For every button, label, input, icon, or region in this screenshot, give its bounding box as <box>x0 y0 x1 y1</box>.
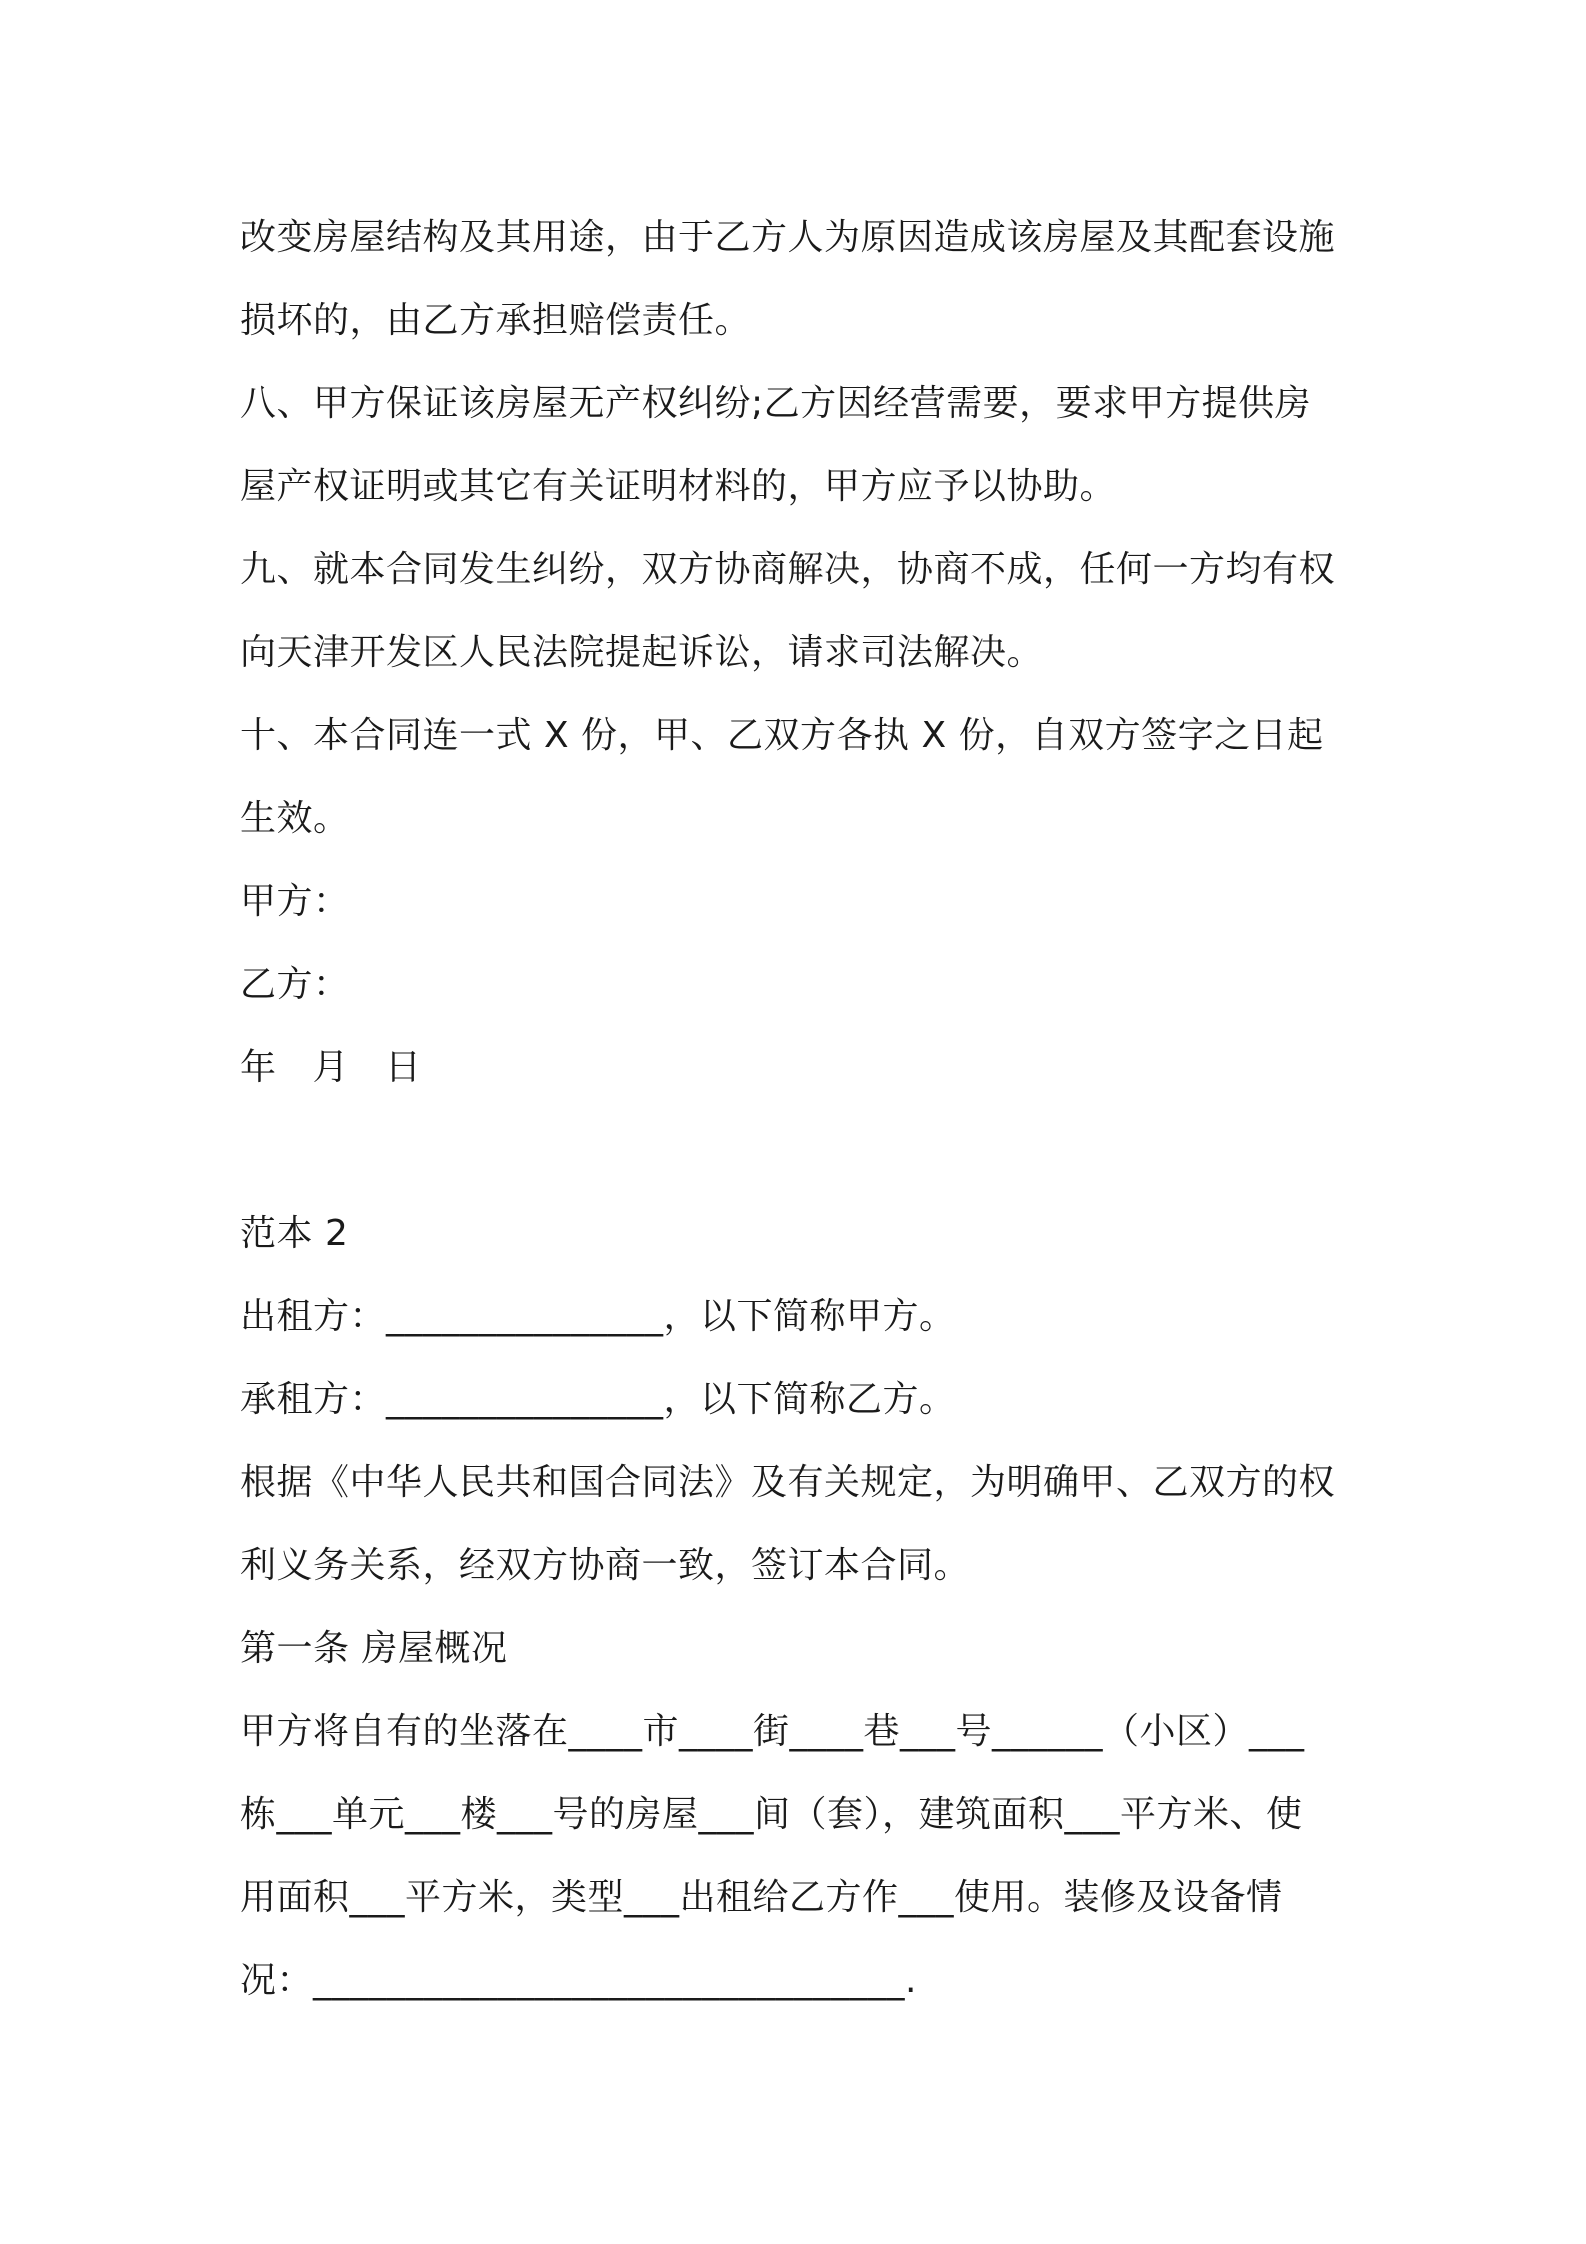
lessor-line: 出租方：_______________，以下简称甲方。 <box>240 1296 956 1337</box>
article-one-line: 甲方将自有的坐落在____市____街____巷___号______（小区）___ <box>240 1711 1305 1752</box>
date-year-label: 年 <box>240 1047 277 1088</box>
date-month-label: 月 <box>312 1047 350 1088</box>
date-day-label: 日 <box>385 1047 422 1088</box>
clause-nine-line: 向天津开发区人民法院提起诉讼，请求司法解决。 <box>240 632 1044 673</box>
paragraph-line: 改变房屋结构及其用途，由于乙方人为原因造成该房屋及其配套设施 <box>240 217 1336 258</box>
intro-line: 利义务关系，经双方协商一致，签订本合同。 <box>240 1545 971 1586</box>
clause-ten-line: 生效。 <box>240 798 350 839</box>
section-spacer <box>240 1109 1360 1192</box>
clause-eight-line: 八、甲方保证该房屋无产权纠纷;乙方因经营需要，要求甲方提供房 <box>240 383 1312 424</box>
document-body <box>240 196 1360 2022</box>
party-b-signature-label: 乙方： <box>240 964 350 1005</box>
clause-nine-line: 九、就本合同发生纠纷，双方协商解决，协商不成，任何一方均有权 <box>240 549 1336 590</box>
lessee-line: 承租方：_______________，以下简称乙方。 <box>240 1379 956 1420</box>
article-one-line: 用面积___平方米，类型___出租给乙方作___使用。装修及设备情 <box>240 1877 1283 1918</box>
article-one-line: 栋___单元___楼___号的房屋___间（套），建筑面积___平方米、使 <box>240 1794 1303 1835</box>
section-title: 范本 2 <box>240 1213 349 1254</box>
clause-eight-line: 屋产权证明或其它有关证明材料的，甲方应予以协助。 <box>240 466 1117 507</box>
article-one-line: 况：________________________________. <box>240 1960 917 2001</box>
intro-line: 根据《中华人民共和国合同法》及有关规定，为明确甲、乙双方的权 <box>240 1462 1336 1503</box>
signature-date <box>240 1026 1360 1109</box>
paragraph-line: 损坏的，由乙方承担赔偿责任。 <box>240 300 752 341</box>
party-a-signature-label: 甲方： <box>240 881 350 922</box>
clause-ten-line: 十、本合同连一式 X 份，甲、乙双方各执 X 份，自双方签字之日起 <box>240 715 1324 756</box>
article-one-title: 第一条 房屋概况 <box>240 1628 508 1669</box>
